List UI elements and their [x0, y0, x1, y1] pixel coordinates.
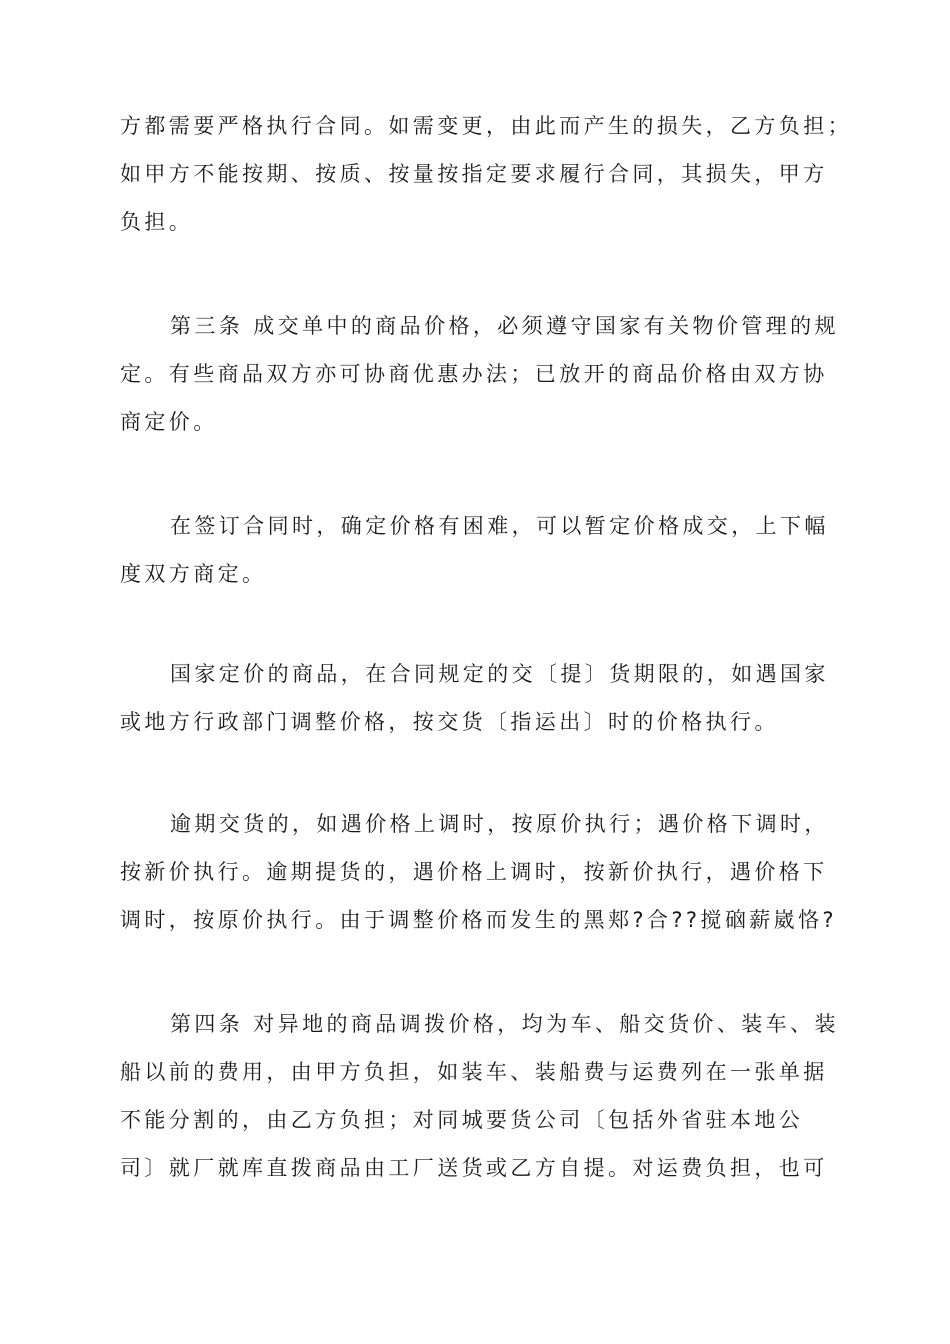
paragraph-line: 或地方行政部门调整价格，按交货〔指运出〕时的价格执行。	[120, 710, 779, 734]
paragraph-3	[120, 502, 840, 598]
paragraph-line: 第四条 对异地的商品调拨价格，均为车、船交货价、装车、装	[170, 1012, 839, 1036]
paragraph-1	[120, 102, 852, 246]
paragraph-line: 不能分割的，由乙方负担；对同城要货公司〔包括外省驻本地公	[120, 1108, 804, 1132]
paragraph-line: 方都需要严格执行合同。如需变更，由此而产生的损失，乙方负担；	[120, 114, 852, 138]
paragraph-line: 按新价执行。逾期提货的，遇价格上调时，按新价执行，遇价格下	[120, 860, 828, 884]
paragraph-line: 司〕就厂就库直拨商品由工厂送货或乙方自提。对运费负担，也可	[120, 1156, 828, 1180]
paragraph-5	[120, 800, 840, 944]
paragraph-line: 如甲方不能按期、按质、按量按指定要求履行合同，其损失，甲方	[120, 162, 828, 186]
paragraph-line: 船以前的费用，由甲方负担，如装车、装船费与运费列在一张单据	[120, 1060, 828, 1084]
paragraph-article-3	[120, 302, 840, 446]
paragraph-line: 调时，按原价执行。由于调整价格而发生的黑郏?合??搅硇薪崴恪?	[120, 908, 837, 932]
paragraph-line: 商定价。	[120, 410, 218, 434]
paragraph-line: 在签订合同时，确定价格有困难，可以暂定价格成交，上下幅	[170, 514, 829, 538]
paragraph-line: 负担。	[120, 210, 194, 234]
paragraph-line: 度双方商定。	[120, 562, 267, 586]
paragraph-article-4	[120, 1000, 840, 1192]
paragraph-4	[120, 650, 840, 746]
paragraph-line: 国家定价的商品，在合同规定的交〔提〕货期限的，如遇国家	[170, 662, 829, 686]
paragraph-line: 逾期交货的，如遇价格上调时，按原价执行；遇价格下调时，	[170, 812, 829, 836]
paragraph-line: 第三条 成交单中的商品价格，必须遵守国家有关物价管理的规	[170, 314, 839, 338]
paragraph-line: 定。有些商品双方亦可协商优惠办法；已放开的商品价格由双方协	[120, 362, 828, 386]
